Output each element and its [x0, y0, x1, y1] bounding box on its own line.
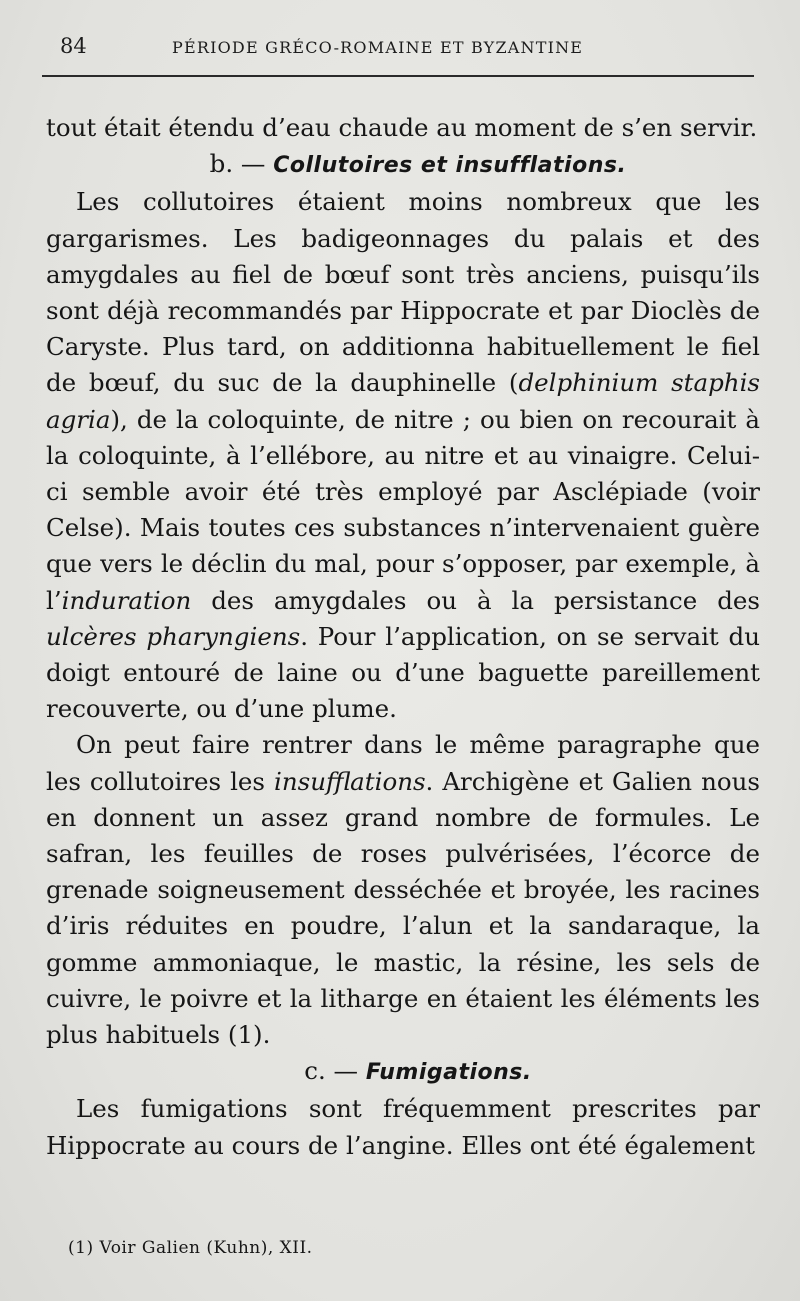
para1-text-2: ), de la coloquinte, de nitre ; ou bien on recourait à la coloquinte, à l’ellébore, au nitre et au vinaigre. Celui-ci semble avoir été très employé par Asclépiade (voir Celse). Mais toutes ces substances n’intervenaient guère que vers le déclin du mal, pour s’opposer, par exemple, à l’: [46, 404, 760, 615]
para2-italic-1: insufflations: [274, 766, 426, 796]
section-c-title: Fumigations.: [365, 1060, 532, 1086]
para1-text-1: Les collutoires étaient moins nombreux que les gargarismes. Les badigeonnages du palais et des amygdales au fiel de bœuf sont très anciens, puisqu’ils sont déjà recommandés par Hippocrate et par Dioclès de Caryste. Plus tard, on additionna habituellement le fiel de bœuf, du suc de la dauphinelle (: [46, 187, 760, 398]
opening-paragraph: tout était étendu d’eau chaude au moment de s’en servir.: [46, 113, 758, 142]
para1-italic-1: delphinium staphis agria: [46, 368, 760, 434]
para1-italic-3: ulcères pharyngiens: [46, 621, 301, 651]
running-head: [60, 34, 720, 60]
para2-text-2: . Archigène et Galien nous en donnent un assez grand nombre de formules. Le safran, les feuilles de roses pulvérisées, l’écorce de grenade soigneusement desséchée et broyée, les racines d’iris réduites en poudre, l’alun et la sandaraque, la gomme ammoniaque, le mastic, la résine, les sels de cuivre, le poivre et la litharge en étaient les éléments les plus habituels (1).: [46, 766, 760, 1050]
para1-italic-2: induration: [61, 585, 192, 615]
running-title: PÉRIODE GRÉCO-ROMAINE ET BYZANTINE: [172, 38, 584, 57]
page-number: 84: [60, 34, 87, 58]
section-c-heading: [46, 1053, 760, 1091]
section-c-label: c. —: [304, 1056, 359, 1086]
para2-text-1: On peut faire rentrer dans le même paragraphe que les collutoires les: [46, 730, 760, 796]
header-rule: [42, 75, 754, 77]
paragraph-insufflations: [46, 727, 760, 1053]
section-b-label: b. —: [209, 149, 266, 179]
paragraph-collutoires: [46, 184, 760, 727]
para1-text-4: . Pour l’application, on se servait du doigt entouré de laine ou d’une baguette pareillement recouverte, ou d’une plume.: [46, 621, 760, 724]
paragraph-fumigations: Les fumigations sont fréquemment prescrites par Hippocrate au cours de l’angine. Elles ont été également: [46, 1094, 760, 1160]
section-b-title: Collutoires et insufflations.: [273, 153, 627, 179]
body-text: [46, 110, 760, 1164]
section-b-heading: [46, 146, 760, 184]
footnote: (1) Voir Galien (Kuhn), XII.: [68, 1238, 313, 1258]
para1-text-3: des amygdales ou à la persistance des: [191, 585, 760, 615]
